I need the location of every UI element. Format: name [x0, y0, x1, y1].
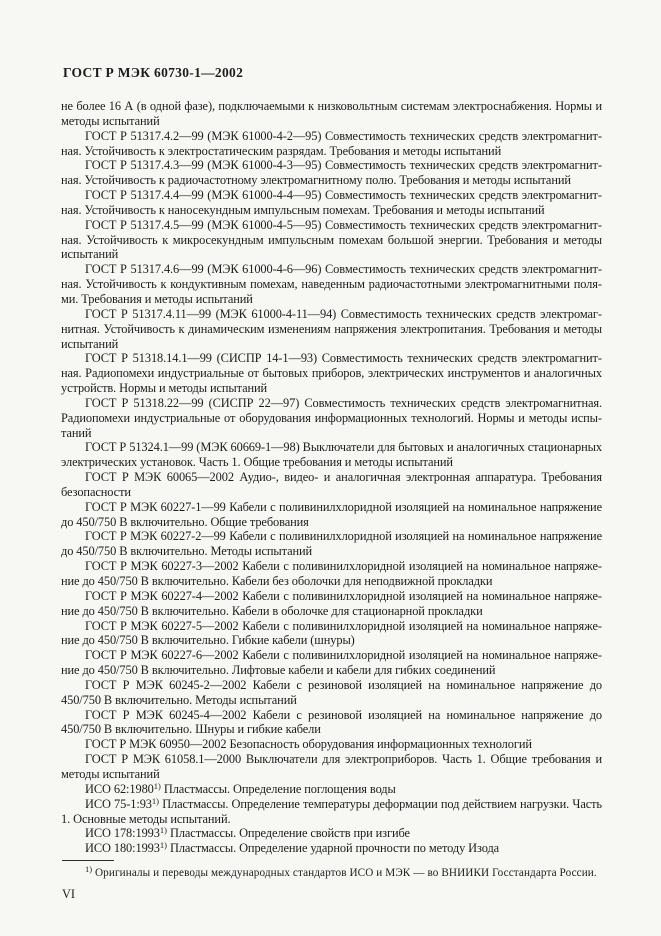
standard-entry: ГОСТ Р МЭК 60065—2002 Аудио-, видео- и аналогичная электронная аппаратура. Требования безопасности: [61, 470, 602, 499]
standard-entry: ГОСТ Р МЭК 60245-4—2002 Кабели с резиновой изоляцией на номинальное напряжение до 450/750 В включительно. Шнуры и гибкие кабели: [61, 707, 602, 737]
standard-entry: ИСО 75-1:93$^{1)}$ Пластмассы. Определение температуры деформации под действием нагрузки. Часть 1. Основные методы испытаний.: [61, 795, 602, 826]
standard-entry: ГОСТ Р МЭК 60227-1—99 Кабели с поливинилхлоридной изоляцией на номинальное напряжение до 450/750 В включительно. Общие требования: [61, 499, 602, 529]
standard-entry: ГОСТ Р МЭК 61058.1—2000 Выключатели для электроприборов. Часть 1. Общие требования и методы испытаний: [61, 752, 602, 781]
standard-entry: ГОСТ Р 51317.4.5—99 (МЭК 61000-4-5—95) Совместимость технических средств электромагнитная. Устойчивость к микросекундным импульсным помехам большой энергии. Требования и методы испытаний: [61, 217, 602, 262]
footnote-marker: 1): [159, 840, 167, 851]
standard-entry: ГОСТ Р 51317.4.4—99 (МЭК 61000-4-4—95) Совместимость технических средств электромагнитная. Устойчивость к наносекундным импульсным помехам. Требования и методы испытаний: [61, 188, 602, 217]
standards-list: [61, 99, 602, 856]
standard-entry: ГОСТ Р 51317.4.6—99 (МЭК 61000-4-6—96) Совместимость технических средств электромагнитная. Устойчивость к кондуктивным помехам, наведенным радиочастотными электромагнитными полями. Требования и методы испытаний: [61, 262, 602, 306]
standard-entry: ИСО 62:1980$^{1)}$ Пластмассы. Определение поглощения воды: [85, 780, 396, 796]
standard-entry: ГОСТ Р МЭК 60227-2—99 Кабели с поливинилхлоридной изоляцией на номинальное напряжение до 450/750 В включительно. Методы испытаний: [61, 529, 602, 559]
standard-entry: ГОСТ Р МЭК 60227-3—2002 Кабели с поливинилхлоридной изоляцией на номинальное напряжение до 450/750 В включительно. Кабели без оболочки для неподвижной прокладки: [61, 559, 602, 588]
footnote-marker: 1): [151, 795, 159, 806]
footnote-rule: [62, 860, 114, 861]
standard-entry: ГОСТ Р 51318.14.1—99 (СИСПР 14-1—93) Совместимость технических средств электромагнитная. Радиопомехи индустриальные от бытовых приборов, электрических инструментов и аналогичных устройств. Нормы и методы испытаний: [61, 351, 602, 396]
footnote-marker: 1): [159, 825, 167, 836]
page-number: VI: [62, 887, 75, 902]
standard-entry: ГОСТ Р 51317.4.3—99 (МЭК 61000-4-3—95) Совместимость технических средств электромагнитная. Устойчивость к радиочастотному электромагнитному полю. Требования и методы испытаний: [61, 158, 602, 188]
standard-entry: ГОСТ Р МЭК 60227-5—2002 Кабели с поливинилхлоридной изоляцией на номинальное напряжение до 450/750 В включительно. Гибкие кабели (шнуры): [61, 618, 602, 648]
footnote-text: $^{1)}$ Оригиналы и переводы международных стандартов ИСО и МЭК — во ВНИИКИ Госстандарта России.: [85, 864, 597, 880]
standard-entry: ИСО 178:1993$^{1)}$ Пластмассы. Определение свойств при изгибе: [85, 825, 410, 841]
document-title: ГОСТ Р МЭК 60730-1—2002: [63, 65, 244, 80]
standard-entry: ГОСТ Р МЭК 60227-4—2002 Кабели с поливинилхлоридной изоляцией на номинальное напряжение до 450/750 В включительно. Кабели в оболочке для стационарной прокладки: [61, 588, 602, 618]
footnote: [61, 860, 602, 880]
standard-entry: ГОСТ Р 51317.4.11—99 (МЭК 61000-4-11—94) Совместимость технических средств электромагнитная. Устойчивость к динамическим изменениям напряжения электропитания. Требования и методы испытаний: [61, 306, 602, 351]
standard-entry: ГОСТ Р 51324.1—99 (МЭК 60669-1—98) Выключатели для бытовых и аналогичных стационарных электрических установок. Часть 1. Общие требования и методы испытаний: [61, 440, 602, 470]
standard-entry: ГОСТ Р 51318.22—99 (СИСПР 22—97) Совместимость технических средств электромагнитная. Радиопомехи индустриальные от оборудования информационных технологий. Нормы и методы испытаний: [61, 395, 602, 440]
standard-entry: ИСО 180:1993$^{1)}$ Пластмассы. Определение ударной прочности по методу Изода: [85, 840, 500, 856]
footnote-marker: 1): [153, 780, 161, 791]
standard-entry: ГОСТ Р 51317.4.2—99 (МЭК 61000-4-2—95) Совместимость технических средств электромагнитная. Устойчивость к электростатическим разрядам. Требования и методы испытаний: [61, 128, 602, 158]
standard-entry: не более 16 А (в одной фазе), подключаемыми к низковольтным системам электроснабжения. Нормы и методы испытаний: [61, 99, 602, 128]
standard-entry: ГОСТ Р МЭК 60245-2—2002 Кабели с резиновой изоляцией на номинальное напряжение до 450/750 В включительно. Методы испытаний: [61, 677, 602, 707]
standard-entry: ГОСТ Р МЭК 60950—2002 Безопасность оборудования информационных технологий: [85, 737, 532, 752]
footnote-marker: 1): [85, 864, 93, 875]
standard-entry: ГОСТ Р МЭК 60227-6—2002 Кабели с поливинилхлоридной изоляцией на номинальное напряжение до 450/750 В включительно. Лифтовые кабели и кабели для гибких соединений: [61, 648, 602, 678]
